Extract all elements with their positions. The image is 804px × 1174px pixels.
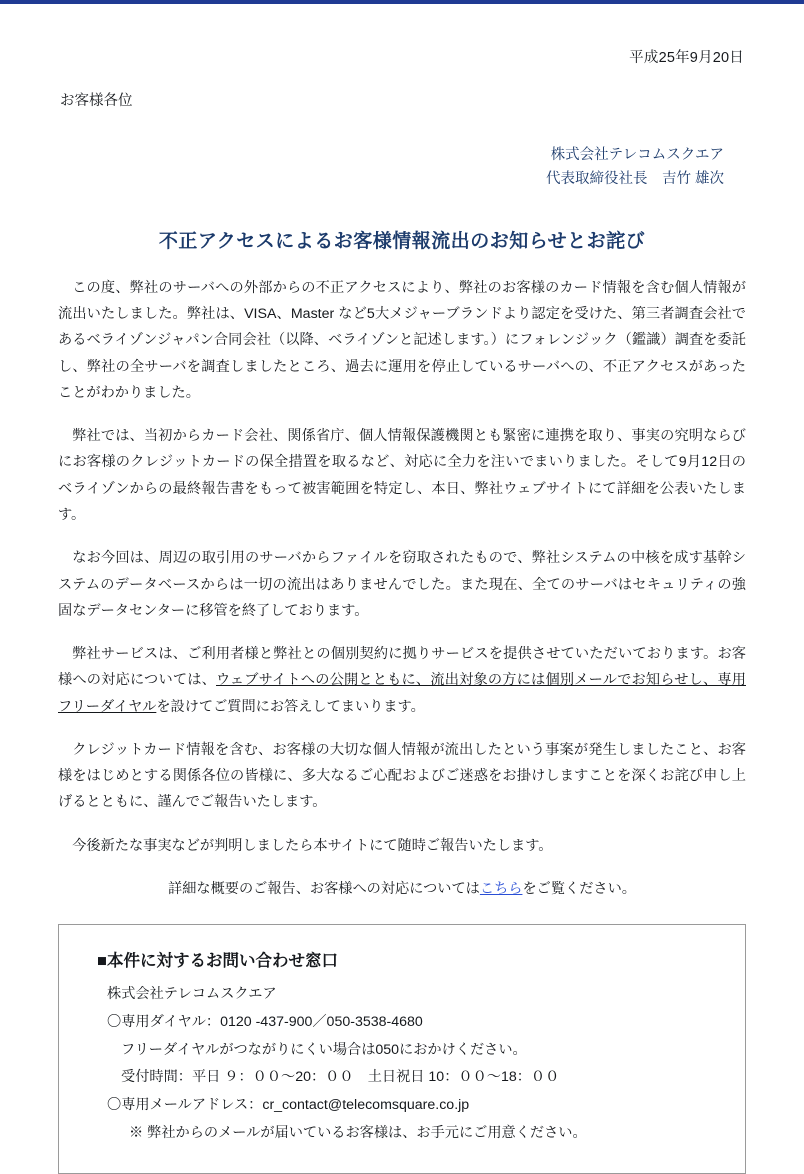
sender-company: 株式会社テレコムスクエア [550,147,724,163]
contact-email: 〇専用メールアドレス：cr_contact@telecomsquare.co.jp [107,1096,470,1113]
page-title: 不正アクセスによるお客様情報流出のお知らせとお詫び [158,230,646,252]
contact-email-note: ※ 弊社からのメールが届いているお客様は、お手元にご用意ください。 [129,1124,587,1141]
contact-company: 株式会社テレコムスクエア [107,986,277,1003]
paragraph-3: なお今回は、周辺の取引用のサーバからファイルを窃取されたもので、弊社システムの中核を成す基幹システムのデータベースからは一切の流出はありませんでした。また現在、全てのサーバはセキュリティの強固なデータセンターに移管を終了しております。 [58,550,746,619]
service-underlined: ウェブサイトへの公開とともに、流出対象の方には個別メールでお知らせし、専用フリーダイヤル [58,672,746,715]
sender-block [44,144,760,192]
body-paragraphs [44,275,760,902]
contact-box [58,924,746,1174]
paragraph-2: 弊社では、当初からカード会社、関係省庁、個人情報保護機関とも緊密に連携を取り、事実の究明ならびにお客様のクレジットカードの保全措置を取るなど、対応に全力を注いでまいりました。そして9月12日のベライゾンからの最終報告書をもって被害範囲を特定し、本日、弊社ウェブサイトにて詳細を公表いたします。 [58,428,746,523]
detail-notice [58,876,746,902]
paragraph-apology: クレジットカード情報を含む、お客様の大切な個人情報が流出したという事案が発生しましたこと、お客様をはじめとする関係各位の皆様に、多大なるご心配およびご迷惑をお掛けしますことを深くお詫び申し上げるとともに、謹んでご報告いたします。 [58,741,746,811]
contact-phone: 〇専用ダイヤル：0120 -437-900／050-3538-4680 [107,1013,423,1030]
contact-phone-note: フリーダイヤルがつながりにくい場合は050におかけください。 [121,1041,527,1058]
paragraph-future: 今後新たな事実などが判明しましたら本サイトにて随時ご報告いたします。 [72,837,553,854]
paragraph-service [58,641,746,720]
detail-notice-before: 詳細な概要のご報告、お客様への対応については [168,880,480,897]
service-tail: を設けてご質問にお答えしてまいります。 [156,698,425,715]
contact-hours: 受付時間：平日 ９：００～20：００ 土日祝日 10：００～18：００ [121,1069,560,1086]
contact-title: ■本件に対するお問い合わせ窓口 [97,952,338,971]
sender-person: 代表取締役社長 吉竹 雄次 [545,170,724,187]
contact-lines [107,981,723,1147]
detail-notice-after: をご覧ください。 [522,880,636,897]
document-content [0,4,804,1174]
addressee: お客様各位 [60,93,133,109]
paragraph-1: この度、弊社のサーバへの外部からの不正アクセスにより、弊社のお客様のカード情報を含む個人情報が流出いたしました。弊社は、VISA、Master など5大メジャーブランドより認定を受けた、第三者調査会社であるベライゾンジャパン合同会社（以降、ベライゾンと記述します。）にフォレンジック（鑑識）調査を委託し、弊社の全サーバを調査しましたところ、過去に運用を停止しているサーバへの、不正アクセスがあったことがわかりました。 [58,279,746,401]
service-lead: 弊社サービスは、ご利用者様と弊社との個別契約に拠りサービスを提供させていただいております。お客様への対応については、 [58,646,746,689]
detail-link[interactable]: こちら [479,880,523,897]
document-date: 平成25年9月20日 [629,50,744,66]
